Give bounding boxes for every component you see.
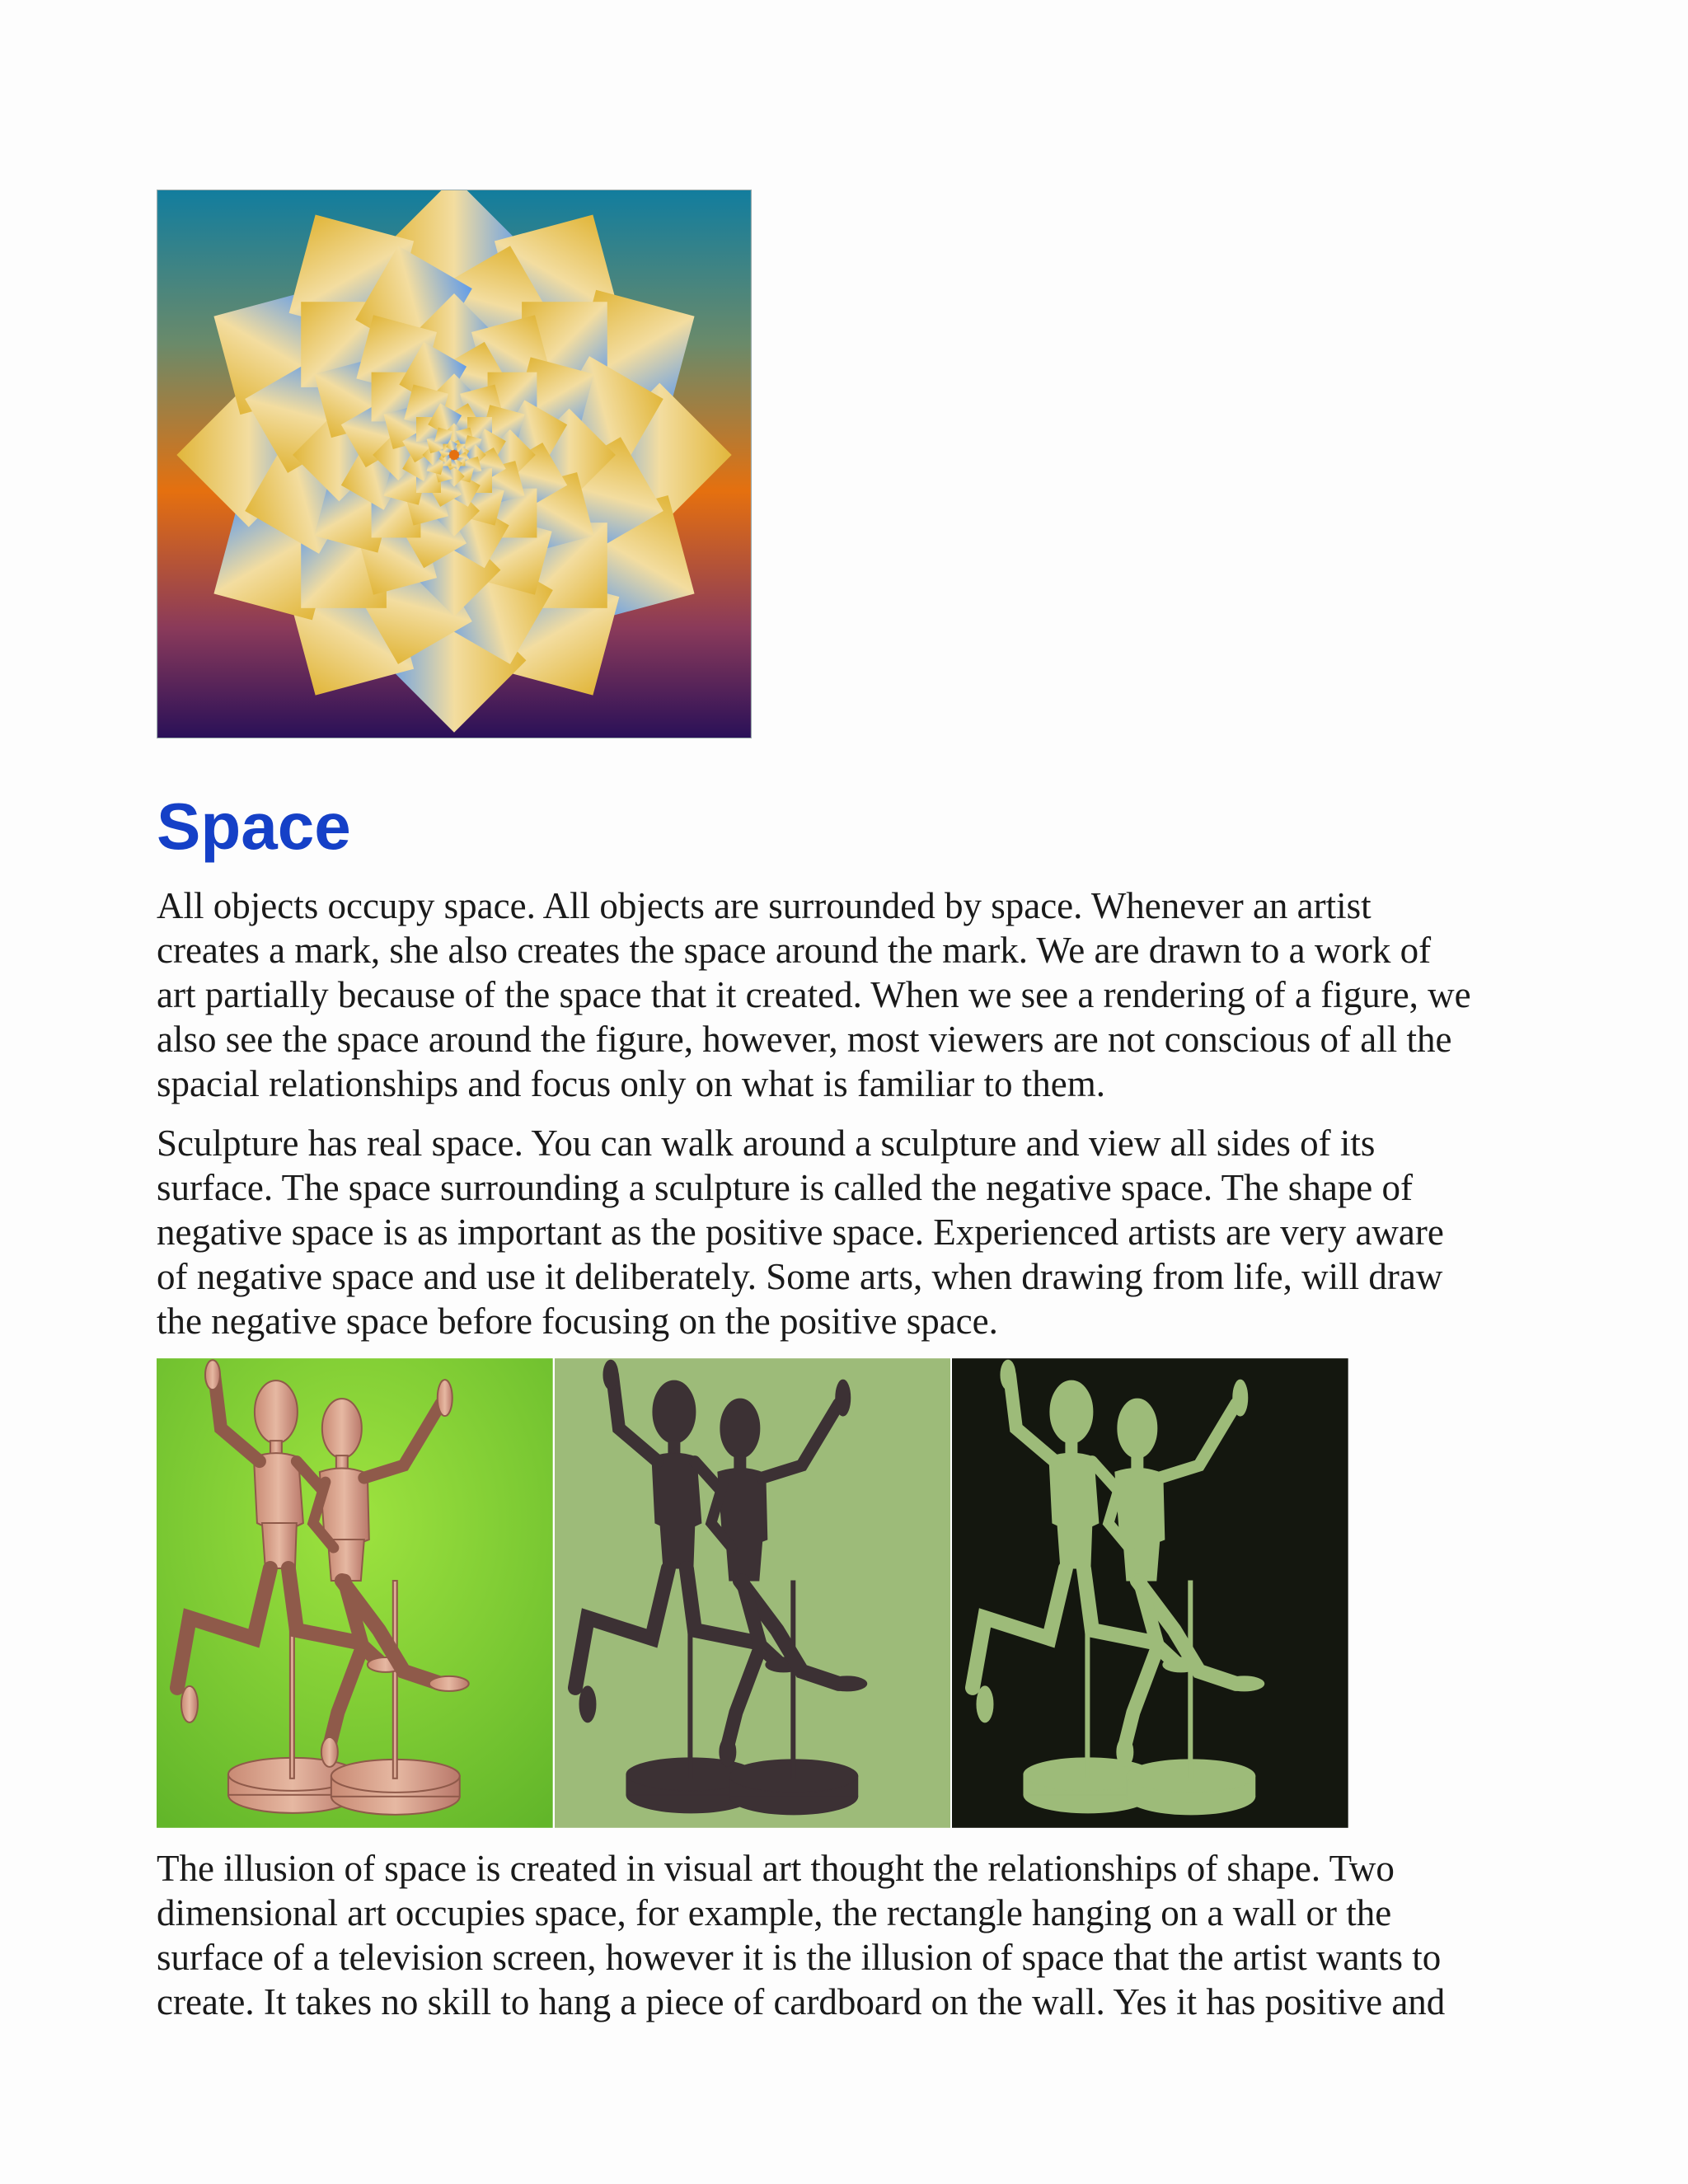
text-line: negative space is as important as the positive space. Experienced artists are very aware [157,1212,1444,1253]
paragraph-space-intro [157,883,1541,1106]
text-line: of negative space and use it deliberately. Some arts, when drawing from life, will draw [157,1256,1443,1297]
mannequin-negative-space-icon [952,1358,1348,1828]
wooden-mannequins-photo-icon [157,1358,553,1828]
text-line: Sculpture has real space. You can walk around a sculpture and view all sides of its [157,1122,1376,1164]
text-line: The illusion of space is created in visual art thought the relationships of shape. Two [157,1848,1395,1889]
text-line: the negative space before focusing on the positive space. [157,1301,998,1342]
negative-space-panel [952,1358,1348,1828]
text-line: art partially because of the space that it created. When we see a rendering of a figure, we [157,974,1471,1015]
page-title: Space [157,790,351,863]
text-line: spacial relationships and focus only on what is familiar to them. [157,1063,1105,1104]
mannequin-photo-panel [157,1358,553,1828]
text-line: surface. The space surrounding a sculpture is called the negative space. The shape of [157,1167,1414,1208]
negative-space-figure-strip [157,1358,1348,1828]
text-line: create. It takes no skill to hang a piece of cardboard on the wall. Yes it has positive and [157,1981,1446,2022]
text-line: also see the space around the figure, however, most viewers are not conscious of all the [157,1019,1452,1060]
positive-silhouette-panel [555,1358,951,1828]
text-line: surface of a television screen, however it is the illusion of space that the artist wants to [157,1937,1442,1978]
text-line: dimensional art occupies space, for example, the rectangle hanging on a wall or the [157,1892,1392,1933]
geometric-star-mandala-icon [157,190,751,738]
mandala-artwork-image [157,190,752,738]
mannequin-positive-silhouette-icon [555,1358,951,1828]
paragraph-sculpture-space [157,1121,1541,1343]
text-line: All objects occupy space. All objects are surrounded by space. Whenever an artist [157,885,1372,926]
paragraph-illusion-of-space [157,1846,1541,2024]
text-line: creates a mark, she also creates the space around the mark. We are drawn to a work of [157,930,1432,971]
mandala-center [449,450,459,460]
